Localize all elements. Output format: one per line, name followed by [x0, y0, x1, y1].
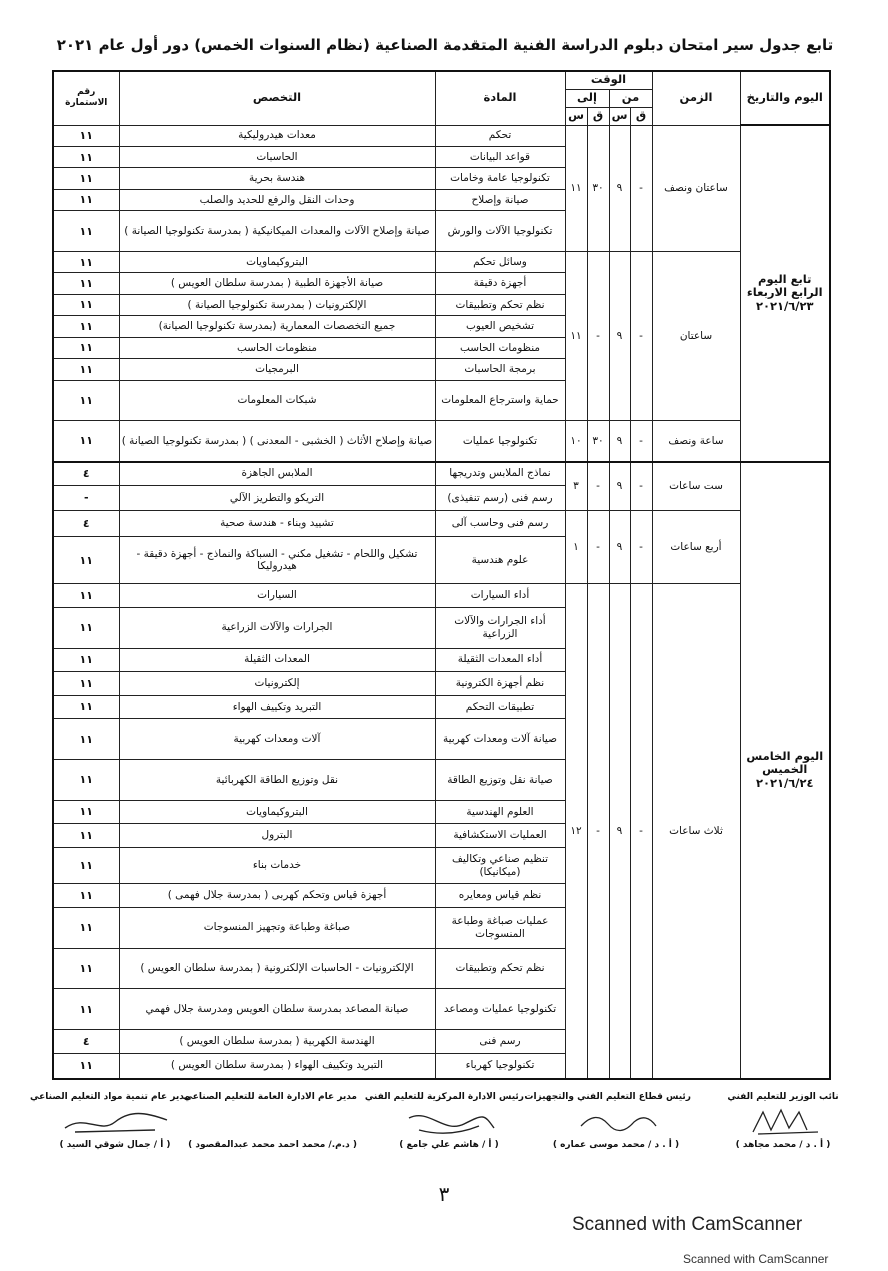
- form-no-cell: ١١: [53, 189, 119, 210]
- signature-name: ( أ . د / محمد مجاهد ): [735, 1140, 831, 1150]
- form-no-cell: ١١: [53, 989, 119, 1030]
- signature-role: رئيس الادارة المركزية للتعليم الفني: [364, 1092, 524, 1102]
- to-s-cell: ١: [565, 511, 587, 584]
- table-row: [53, 421, 830, 462]
- signature-block: [30, 1092, 858, 1150]
- to-q-cell: -: [587, 584, 609, 1079]
- spec-cell: تشكيل واللحام - تشغيل مكني - السباكة والنماذج - أجهزة دقيقة - هيدروليكا: [119, 537, 435, 584]
- spec-cell: شبكات المعلومات: [119, 380, 435, 421]
- spec-cell: صيانة الأجهزة الطبية ( بمدرسة سلطان العويس ): [119, 273, 435, 294]
- to-q-cell: ٣٠: [587, 421, 609, 462]
- scanner-watermark-small: Scanned with CamScanner: [683, 1252, 829, 1266]
- signature-name: ( أ / جمال شوقي السيد ): [59, 1140, 171, 1150]
- table-row: [53, 251, 830, 272]
- signature-3: [364, 1092, 524, 1150]
- spec-cell: تشييد وبناء - هندسة صحية: [119, 511, 435, 537]
- spec-cell: البتروكيماويات: [119, 251, 435, 272]
- duration-cell: ست ساعات: [652, 462, 740, 511]
- subject-cell: صيانة وإصلاح: [435, 189, 565, 210]
- duration-cell: ثلاث ساعات: [652, 584, 740, 1079]
- form-no-cell: ١١: [53, 273, 119, 294]
- subject-cell: نظم أجهزة الكترونية: [435, 672, 565, 696]
- day-cell: اليوم الخامس الخميس ٢٠٢١/٦/٢٤: [740, 462, 830, 1079]
- form-no-cell: ١١: [53, 672, 119, 696]
- page-number: ٣: [438, 1182, 450, 1206]
- to-s-cell: ١٠: [565, 421, 587, 462]
- header-from-q: ق: [630, 107, 652, 125]
- spec-cell: البرمجيات: [119, 359, 435, 380]
- spec-cell: هندسة بحرية: [119, 168, 435, 189]
- form-no-cell: -: [53, 485, 119, 511]
- to-q-cell: ٣٠: [587, 125, 609, 251]
- spec-cell: آلات ومعدات كهربية: [119, 719, 435, 760]
- subject-cell: تكنولوجيا عامة وخامات: [435, 168, 565, 189]
- spec-cell: الحاسبات: [119, 146, 435, 167]
- from-q-cell: -: [630, 421, 652, 462]
- form-no-cell: ١١: [53, 421, 119, 462]
- header-from-s: س: [609, 107, 630, 125]
- table-row: [53, 584, 830, 608]
- form-no-cell: ١١: [53, 824, 119, 848]
- subject-cell: حماية واسترجاع المعلومات: [435, 380, 565, 421]
- header-to: إلى: [565, 89, 609, 107]
- subject-cell: نماذج الملابس وتدريجها: [435, 462, 565, 486]
- day-cell: تابع اليوم الرابع الاربعاء ٢٠٢١/٦/٢٣: [740, 125, 830, 462]
- signature-1: [30, 1092, 190, 1150]
- signature-role: مدير عام الادارة العامة للتعليم الصناعي: [183, 1092, 357, 1102]
- subject-cell: علوم هندسية: [435, 537, 565, 584]
- signature-role: نائب الوزير للتعليم الفني: [727, 1092, 839, 1102]
- table-row: [53, 511, 830, 537]
- subject-cell: رسم فنى وحاسب آلى: [435, 511, 565, 537]
- form-no-cell: ١١: [53, 337, 119, 358]
- from-q-cell: -: [630, 462, 652, 511]
- subject-cell: نظم تحكم وتطبيقات: [435, 294, 565, 315]
- header-to-s: س: [565, 107, 587, 125]
- header-subject: المادة: [435, 71, 565, 125]
- spec-cell: البتروكيماويات: [119, 800, 435, 824]
- spec-cell: الملابس الجاهزة: [119, 462, 435, 486]
- header-day-date: اليوم والتاريخ: [740, 71, 830, 125]
- spec-cell: الإلكترونيات ( بمدرسة تكنولوجيا الصيانة ): [119, 294, 435, 315]
- subject-cell: نظم قياس ومعايره: [435, 884, 565, 908]
- spec-cell: الجرارات والآلات الزراعية: [119, 607, 435, 648]
- exam-schedule-table: [52, 70, 831, 1080]
- from-s-cell: ٩: [609, 462, 630, 511]
- from-q-cell: -: [630, 511, 652, 584]
- form-no-cell: ١١: [53, 294, 119, 315]
- signature-scribble-icon: [55, 1104, 175, 1138]
- signature-role: رئيس قطاع التعليم الفني والتجهيزات: [524, 1092, 691, 1102]
- form-no-cell: ١١: [53, 359, 119, 380]
- subject-cell: أداء السيارات: [435, 584, 565, 608]
- from-q-cell: -: [630, 251, 652, 420]
- spec-cell: صباغة وطباعة وتجهيز المنسوجات: [119, 907, 435, 948]
- signature-name: ( د.م./ محمد احمد محمد عبدالمقصود ): [188, 1140, 357, 1150]
- form-no-cell: ٤: [53, 462, 119, 486]
- spec-cell: وحدات النقل والرفع للحديد والصلب: [119, 189, 435, 210]
- subject-cell: تكنولوجيا الآلات والورش: [435, 211, 565, 252]
- form-no-cell: ١١: [53, 125, 119, 146]
- subject-cell: نظم تحكم وتطبيقات: [435, 948, 565, 989]
- form-no-cell: ١١: [53, 380, 119, 421]
- duration-cell: ساعة ونصف: [652, 421, 740, 462]
- subject-cell: تحكم: [435, 125, 565, 146]
- duration-cell: ساعتان: [652, 251, 740, 420]
- subject-cell: عمليات صباغة وطباعة المنسوجات: [435, 907, 565, 948]
- header-row-1: [53, 71, 830, 89]
- signature-2: [183, 1092, 357, 1150]
- signature-scribble-icon: [556, 1104, 676, 1138]
- page-title: تابع جدول سير امتحان دبلوم الدراسة الفنية المتقدمة الصناعية (نظام السنوات الخمس) دور أول عام ٢٠٢١: [56, 36, 834, 54]
- duration-cell: أربع ساعات: [652, 511, 740, 584]
- subject-cell: تكنولوجيا كهرباء: [435, 1053, 565, 1079]
- form-no-cell: ١١: [53, 537, 119, 584]
- spec-cell: البترول: [119, 824, 435, 848]
- from-s-cell: ٩: [609, 584, 630, 1079]
- spec-cell: خدمات بناء: [119, 847, 435, 883]
- spec-cell: صيانة المصاعد بمدرسة سلطان العويس ومدرسة جلال فهمي: [119, 989, 435, 1030]
- to-s-cell: ٣: [565, 462, 587, 511]
- table-row: [53, 125, 830, 146]
- duration-cell: ساعتان ونصف: [652, 125, 740, 251]
- subject-cell: تطبيقات التحكم: [435, 695, 565, 719]
- from-s-cell: ٩: [609, 511, 630, 584]
- subject-cell: صيانة آلات ومعدات كهربية: [435, 719, 565, 760]
- subject-cell: برمجة الحاسبات: [435, 359, 565, 380]
- to-q-cell: -: [587, 462, 609, 511]
- subject-cell: العلوم الهندسية: [435, 800, 565, 824]
- scanner-watermark: Scanned with CamScanner: [572, 1214, 803, 1235]
- header-to-q: ق: [587, 107, 609, 125]
- spec-cell: نقل وتوزيع الطاقة الكهربائية: [119, 759, 435, 800]
- subject-cell: رسم فنى (رسم تنفيذى): [435, 485, 565, 511]
- spec-cell: أجهزة قياس وتحكم كهربى ( بمدرسة جلال فهمى ): [119, 884, 435, 908]
- spec-cell: إلكترونيات: [119, 672, 435, 696]
- header-form-no: رقم الاستمارة: [53, 71, 119, 125]
- subject-cell: قواعد البيانات: [435, 146, 565, 167]
- subject-cell: صيانة نقل وتوزيع الطاقة: [435, 759, 565, 800]
- subject-cell: أداء الجرارات والآلات الزراعية: [435, 607, 565, 648]
- signature-scribble-icon: [222, 1104, 342, 1138]
- from-s-cell: ٩: [609, 421, 630, 462]
- spec-cell: الإلكترونيات - الحاسبات الإلكترونية ( بمدرسة سلطان العويس ): [119, 948, 435, 989]
- to-q-cell: -: [587, 511, 609, 584]
- subject-cell: العمليات الاستكشافية: [435, 824, 565, 848]
- subject-cell: تكنولوجيا عمليات ومصاعد: [435, 989, 565, 1030]
- signature-5: [708, 1092, 858, 1150]
- spec-cell: جميع التخصصات المعمارية (بمدرسة تكنولوجيا الصيانة): [119, 316, 435, 337]
- subject-cell: منظومات الحاسب: [435, 337, 565, 358]
- spec-cell: صيانة وإصلاح الأثاث ( الخشبى - المعدنى ) ( بمدرسة تكنولوجيا الصيانة ): [119, 421, 435, 462]
- form-no-cell: ١١: [53, 948, 119, 989]
- spec-cell: التريكو والتطريز الآلي: [119, 485, 435, 511]
- header-from: من: [609, 89, 652, 107]
- form-no-cell: ١١: [53, 607, 119, 648]
- form-no-cell: ٤: [53, 1030, 119, 1054]
- signature-4: [524, 1092, 691, 1150]
- subject-cell: تشخيص العيوب: [435, 316, 565, 337]
- to-s-cell: ١١: [565, 125, 587, 251]
- to-s-cell: ١١: [565, 251, 587, 420]
- form-no-cell: ١١: [53, 800, 119, 824]
- header-specialization: التخصص: [119, 71, 435, 125]
- spec-cell: التبريد وتكييف الهواء: [119, 695, 435, 719]
- form-no-cell: ١١: [53, 884, 119, 908]
- from-s-cell: ٩: [609, 251, 630, 420]
- subject-cell: وسائل تحكم: [435, 251, 565, 272]
- spec-cell: الهندسة الكهربية ( بمدرسة سلطان العويس ): [119, 1030, 435, 1054]
- form-no-cell: ١١: [53, 211, 119, 252]
- form-no-cell: ١١: [53, 695, 119, 719]
- form-no-cell: ١١: [53, 1053, 119, 1079]
- header-time: الوقت: [565, 71, 652, 89]
- from-q-cell: -: [630, 125, 652, 251]
- form-no-cell: ١١: [53, 648, 119, 672]
- form-no-cell: ١١: [53, 847, 119, 883]
- form-no-cell: ١١: [53, 146, 119, 167]
- form-no-cell: ١١: [53, 168, 119, 189]
- spec-cell: منظومات الحاسب: [119, 337, 435, 358]
- form-no-cell: ١١: [53, 316, 119, 337]
- to-s-cell: ١٢: [565, 584, 587, 1079]
- form-no-cell: ١١: [53, 759, 119, 800]
- spec-cell: المعدات الثقيلة: [119, 648, 435, 672]
- form-no-cell: ٤: [53, 511, 119, 537]
- spec-cell: معدات هيدروليكية: [119, 125, 435, 146]
- signature-name: ( أ / هاشم علي جامع ): [399, 1140, 499, 1150]
- form-no-cell: ١١: [53, 584, 119, 608]
- subject-cell: تنظيم صناعي وتكاليف (ميكانيكا): [435, 847, 565, 883]
- signature-name: ( أ . د / محمد موسى عماره ): [552, 1140, 680, 1150]
- signature-scribble-icon: [723, 1104, 843, 1138]
- subject-cell: رسم فنى: [435, 1030, 565, 1054]
- subject-cell: أداء المعدات الثقيلة: [435, 648, 565, 672]
- from-q-cell: -: [630, 584, 652, 1079]
- form-no-cell: ١١: [53, 907, 119, 948]
- spec-cell: السيارات: [119, 584, 435, 608]
- spec-cell: التبريد وتكييف الهواء ( بمدرسة سلطان العويس ): [119, 1053, 435, 1079]
- table-row: [53, 462, 830, 486]
- signature-scribble-icon: [389, 1104, 509, 1138]
- form-no-cell: ١١: [53, 251, 119, 272]
- spec-cell: صيانة وإصلاح الآلات والمعدات الميكانيكية ( بمدرسة تكنولوجيا الصيانة ): [119, 211, 435, 252]
- form-no-cell: ١١: [53, 719, 119, 760]
- header-duration: الزمن: [652, 71, 740, 125]
- from-s-cell: ٩: [609, 125, 630, 251]
- subject-cell: أجهزة دقيقة: [435, 273, 565, 294]
- signature-role: مدير عام تنمية مواد التعليم الصناعي: [30, 1092, 190, 1102]
- subject-cell: تكنولوجيا عمليات: [435, 421, 565, 462]
- to-q-cell: -: [587, 251, 609, 420]
